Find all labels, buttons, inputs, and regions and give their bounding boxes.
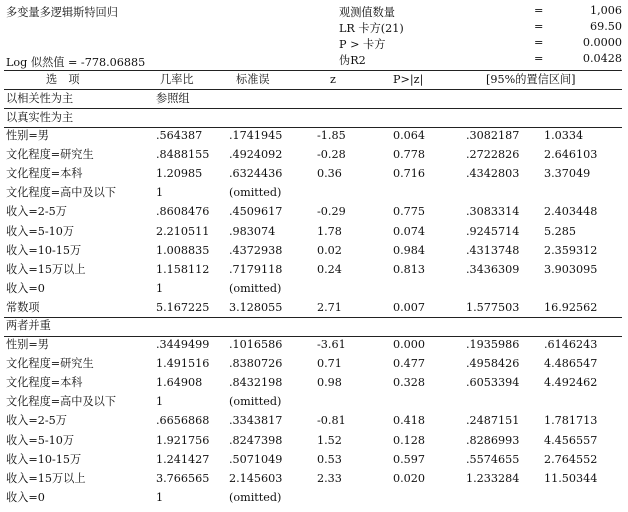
table-row [0, 242, 628, 260]
stat-eq-lr: = [534, 20, 544, 33]
col-or: 几率比 [160, 73, 194, 86]
stat-value-pseudo: 0.0428 [582, 52, 622, 65]
cell-or: 1.921756 [156, 433, 210, 447]
table-row [0, 146, 628, 164]
cell-or: 3.766565 [156, 471, 210, 485]
table-row [0, 432, 628, 450]
cell-lo: .8286993 [466, 433, 520, 447]
table-row [0, 355, 628, 373]
cell-label: 收入=15万以上 [6, 262, 86, 276]
cell-or: 1.158112 [156, 262, 210, 276]
cell-or: 2.210511 [156, 224, 210, 238]
cell-p: 0.328 [393, 376, 426, 390]
cell-or: 1 [156, 395, 164, 409]
stat-eq-pseudo: = [534, 52, 544, 65]
cell-se: (omitted) [229, 186, 282, 200]
table-row [0, 127, 628, 145]
cell-or: 1 [156, 281, 164, 295]
table-row [0, 184, 628, 202]
cell-hi: 16.92562 [544, 300, 598, 314]
cell-hi: 4.492462 [544, 376, 598, 390]
cell-p: 0.477 [393, 357, 426, 371]
cell-or: 1.241427 [156, 452, 210, 466]
cell-z: 0.98 [317, 376, 342, 390]
base-outcome-ref: 参照组 [156, 92, 190, 105]
base-outcome-label: 以相关性为主 [6, 92, 74, 105]
cell-p: 0.074 [393, 224, 426, 238]
cell-z: -0.81 [317, 414, 346, 428]
cell-se: .4372938 [229, 243, 283, 257]
cell-or: .8608476 [156, 205, 210, 219]
table-row [0, 489, 628, 507]
stat-eq-obs: = [534, 4, 544, 17]
cell-se: .4509617 [229, 205, 283, 219]
cell-label: 收入=15万以上 [6, 471, 86, 485]
cell-lo: .3083314 [466, 205, 520, 219]
cell-label: 文化程度=本科 [6, 167, 83, 181]
cell-lo: .4313748 [466, 243, 520, 257]
cell-p: 0.128 [393, 433, 426, 447]
col-z: z [330, 73, 336, 86]
cell-label: 性别=男 [6, 129, 49, 142]
cell-z: -0.28 [317, 148, 346, 162]
table-row [0, 336, 628, 354]
cell-or: 1.64908 [156, 376, 203, 390]
cell-lo: .9245714 [466, 224, 520, 238]
cell-or: .564387 [156, 129, 203, 142]
cell-se: .4924092 [229, 148, 283, 162]
cell-lo: .1935986 [466, 338, 520, 351]
section-title-both: 两者并重 [6, 319, 51, 332]
cell-se: .1016586 [229, 338, 283, 351]
cell-z: 0.24 [317, 262, 342, 276]
cell-z: -1.85 [317, 129, 346, 142]
stat-label-lr: LR 卡方(21) [339, 22, 404, 35]
stat-label-pseudo: 伪R2 [339, 54, 366, 67]
table-row [0, 203, 628, 221]
table-row [0, 412, 628, 430]
cell-se: .7179118 [229, 262, 283, 276]
cell-hi: 1.0334 [544, 129, 584, 142]
cell-z: 0.36 [317, 167, 342, 181]
cell-z: 2.33 [317, 471, 342, 485]
cell-hi: 3.903095 [544, 262, 598, 276]
col-ci: [95%的置信区间] [486, 73, 576, 86]
table-row [0, 223, 628, 241]
cell-p: 0.064 [393, 129, 426, 142]
cell-label: 收入=10-15万 [6, 452, 82, 466]
cell-se: 3.128055 [229, 300, 283, 314]
col-se: 标准误 [236, 73, 270, 86]
cell-se: .6324436 [229, 167, 283, 181]
cell-se: .8247398 [229, 433, 283, 447]
col-item: 选 项 [46, 73, 80, 86]
cell-z: 1.78 [317, 224, 342, 238]
header-bottom-rule [4, 89, 622, 90]
cell-label: 收入=5-10万 [6, 433, 75, 447]
cell-label: 收入=2-5万 [6, 205, 67, 219]
cell-se: (omitted) [229, 281, 282, 295]
cell-lo: .5574655 [466, 452, 520, 466]
table-title: 多变量多逻辑斯特回归 [6, 6, 118, 19]
cell-z: 0.53 [317, 452, 342, 466]
cell-z: 1.52 [317, 433, 342, 447]
cell-or: .6656868 [156, 414, 210, 428]
cell-or: .3449499 [156, 338, 210, 351]
cell-or: 5.167225 [156, 300, 210, 314]
cell-label: 收入=2-5万 [6, 414, 67, 428]
cell-lo: .6053394 [466, 376, 520, 390]
stat-value-lr: 69.50 [589, 20, 622, 33]
cell-or: .8488155 [156, 148, 210, 162]
cell-label: 常数项 [6, 300, 40, 314]
log-likelihood: Log 似然值 = -778.06885 [6, 56, 146, 69]
cell-or: 1.491516 [156, 357, 210, 371]
cell-label: 文化程度=本科 [6, 376, 83, 390]
cell-p: 0.813 [393, 262, 426, 276]
cell-lo: 1.577503 [466, 300, 520, 314]
cell-se: .8432198 [229, 376, 283, 390]
table-row [0, 165, 628, 183]
cell-z: 0.02 [317, 243, 342, 257]
cell-hi: 1.781713 [544, 414, 598, 428]
stat-value-obs: 1,006 [589, 4, 622, 17]
cell-se: (omitted) [229, 395, 282, 409]
cell-or: 1.008835 [156, 243, 210, 257]
cell-label: 收入=5-10万 [6, 224, 75, 238]
cell-z: -0.29 [317, 205, 346, 219]
cell-hi: 2.764552 [544, 452, 598, 466]
stat-value-p: 0.0000 [582, 36, 622, 49]
cell-label: 收入=0 [6, 281, 45, 295]
table-row [0, 374, 628, 392]
cell-se: .5071049 [229, 452, 283, 466]
cell-hi: 11.50344 [544, 471, 598, 485]
cell-label: 文化程度=高中及以下 [6, 186, 117, 200]
section-title-authenticity: 以真实性为主 [6, 111, 74, 124]
cell-p: 0.007 [393, 300, 426, 314]
cell-se: (omitted) [229, 490, 282, 504]
cell-z: 2.71 [317, 300, 342, 314]
cell-label: 性别=男 [6, 338, 49, 351]
cell-label: 文化程度=高中及以下 [6, 395, 117, 409]
cell-lo: .2487151 [466, 414, 520, 428]
cell-lo: 1.233284 [466, 471, 520, 485]
stat-label-p: P > 卡方 [339, 38, 386, 51]
table-row [0, 470, 628, 488]
stat-eq-p: = [534, 36, 544, 49]
cell-or: 1 [156, 490, 164, 504]
cell-hi: 5.285 [544, 224, 577, 238]
cell-hi: 2.359312 [544, 243, 598, 257]
cell-se: .8380726 [229, 357, 283, 371]
cell-p: 0.020 [393, 471, 426, 485]
table-row [0, 299, 628, 317]
cell-label: 文化程度=研究生 [6, 357, 94, 371]
cell-hi: 4.456557 [544, 433, 598, 447]
cell-z: -3.61 [317, 338, 346, 351]
cell-hi: 3.37049 [544, 167, 591, 181]
cell-z: 0.71 [317, 357, 342, 371]
cell-hi: .6146243 [544, 338, 598, 351]
cell-lo: .2722826 [466, 148, 520, 162]
stat-label-obs: 观测值数量 [339, 6, 395, 19]
table-row [0, 393, 628, 411]
cell-hi: 2.646103 [544, 148, 598, 162]
cell-p: 0.984 [393, 243, 426, 257]
header-top-rule [4, 70, 622, 71]
cell-label: 文化程度=研究生 [6, 148, 94, 162]
cell-se: .983074 [229, 224, 276, 238]
cell-label: 收入=10-15万 [6, 243, 82, 257]
cell-or: 1 [156, 186, 164, 200]
table-row [0, 261, 628, 279]
cell-p: 0.778 [393, 148, 426, 162]
cell-label: 收入=0 [6, 490, 45, 504]
col-p: P>|z| [393, 73, 424, 86]
cell-se: .1741945 [229, 129, 283, 142]
cell-hi: 4.486547 [544, 357, 598, 371]
cell-lo: .3436309 [466, 262, 520, 276]
table-row [0, 280, 628, 298]
cell-p: 0.418 [393, 414, 426, 428]
cell-se: 2.145603 [229, 471, 283, 485]
cell-p: 0.716 [393, 167, 426, 181]
cell-se: .3343817 [229, 414, 283, 428]
cell-p: 0.775 [393, 205, 426, 219]
section2-top-rule [4, 317, 622, 318]
cell-lo: .4958426 [466, 357, 520, 371]
base-rule [4, 108, 622, 109]
table-row [0, 451, 628, 469]
cell-lo: .4342803 [466, 167, 520, 181]
cell-or: 1.20985 [156, 167, 203, 181]
cell-lo: .3082187 [466, 129, 520, 142]
cell-p: 0.597 [393, 452, 426, 466]
cell-p: 0.000 [393, 338, 426, 351]
cell-hi: 2.403448 [544, 205, 598, 219]
